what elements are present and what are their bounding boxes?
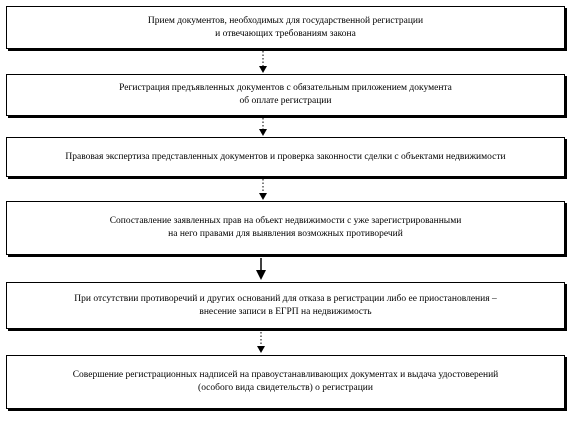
step-3-line-1: Правовая экспертиза представленных документов и проверка законности сделки с объектами недвижимости bbox=[65, 151, 506, 162]
connector-3 bbox=[259, 179, 267, 200]
connector-4 bbox=[256, 258, 266, 280]
step-1-line-2: и отвечающих требованиям закона bbox=[215, 28, 356, 39]
connector-1 bbox=[259, 51, 267, 73]
step-5-line-1: При отсутствии противоречий и других оснований для отказа в регистрации либо ее приостановления – bbox=[74, 293, 497, 304]
step-6-line-1: Совершение регистрационных надписей на правоустанавливающих документах и выдача удостоверений bbox=[72, 370, 499, 380]
step-6-line-2: (особого вида свидетельств) о регистрации bbox=[198, 383, 373, 393]
connector-5 bbox=[257, 332, 265, 353]
step-5-line-2: внесение записи в ЕГРП на недвижимость bbox=[199, 306, 372, 317]
step-1-line-1: Прием документов, необходимых для государственной регистрации bbox=[147, 15, 424, 26]
step-2-line-1: Регистрация предъявленных документов с обязательным приложением документа bbox=[119, 83, 452, 93]
step-4-line-2: на него правами для выявления возможных противоречий bbox=[168, 229, 403, 239]
step-2-line-2: об оплате регистрации bbox=[239, 96, 332, 106]
step-4-line-1: Сопоставление заявленных прав на объект недвижимости с уже зарегистрированными bbox=[109, 216, 462, 226]
connector-2 bbox=[259, 118, 267, 136]
